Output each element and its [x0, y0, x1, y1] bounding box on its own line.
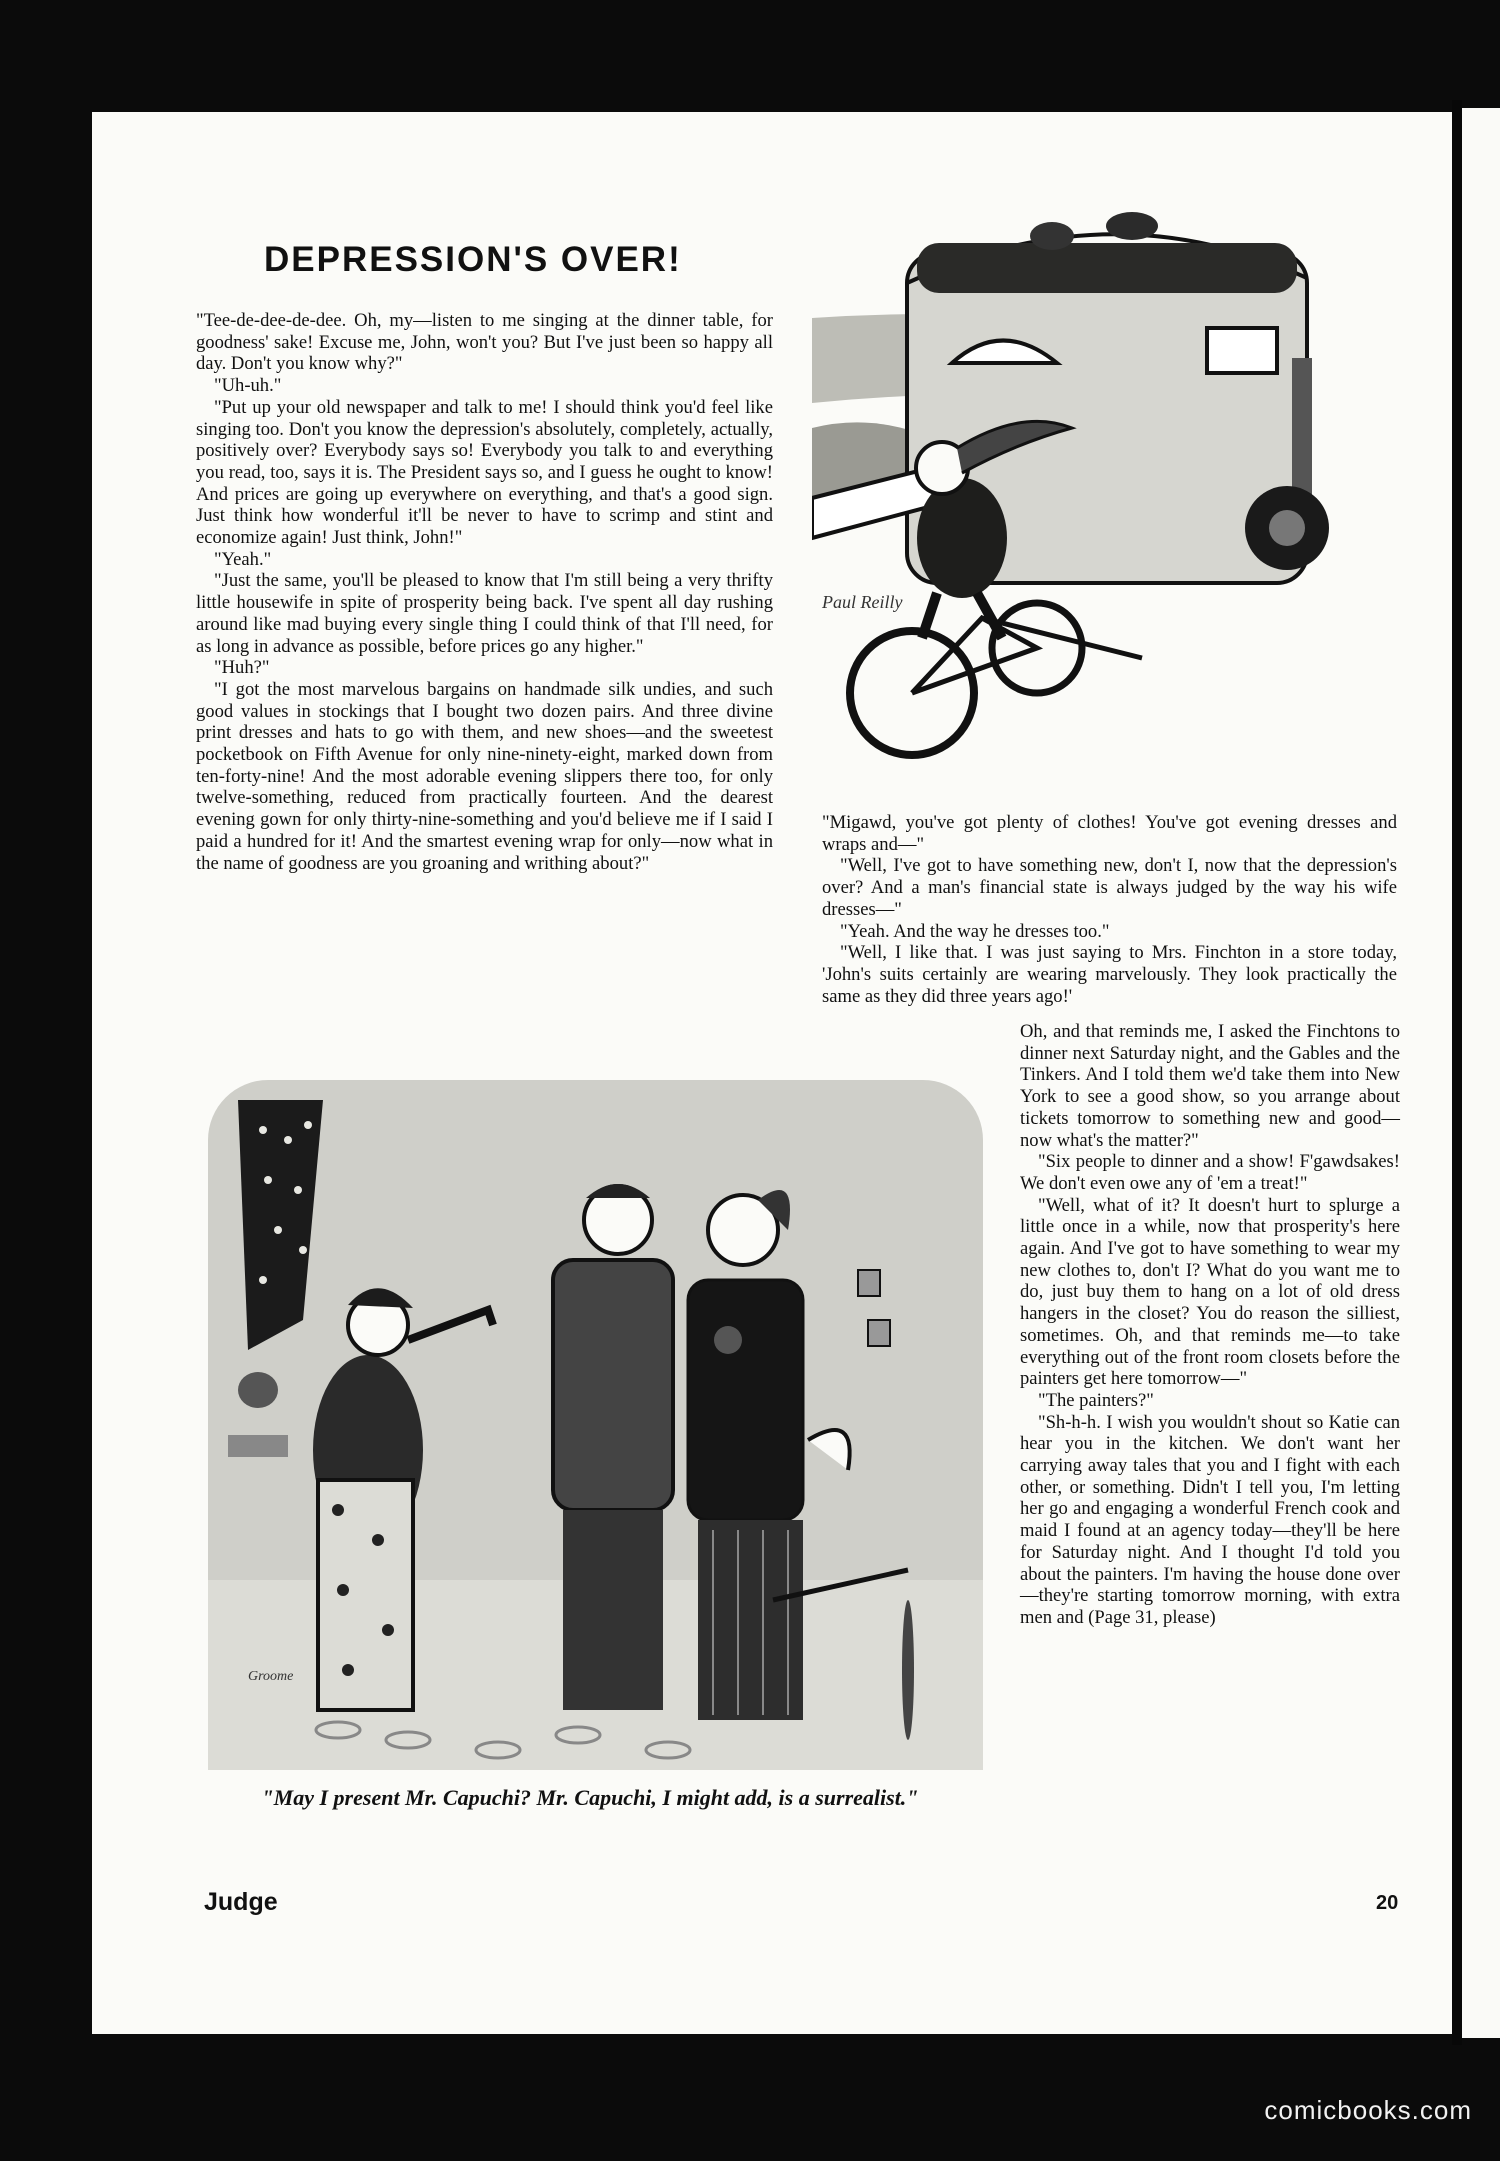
page-number: 20	[1376, 1892, 1399, 1914]
paragraph: "Well, what of it? It doesn't hurt to splurge a little once in a while, now that prosperity's here again. And I've got to have something to wear my new clothes to, don't I? What do you want me to do, just buy them to hang on a lot of old dress hangers in the closet? You do reason the silliest, sometimes. Oh, and that reminds me—to take everything out of the front room closets before the painters get here tomorrow—"	[1020, 1194, 1400, 1390]
article-column-right-top	[822, 812, 1397, 1007]
paragraph: "Uh-uh."	[214, 375, 282, 397]
cartoon-surrealist	[208, 1080, 983, 1770]
cartoon-bicycle-trailer	[812, 198, 1390, 780]
paragraph: "Just the same, you'll be pleased to know that I'm still being a very thrifty little housewife in spite of prosperity being back. I've spent all day rushing around like mad buying every single thing I could think of that I'll need, for as long in advance as possible, before prices go any higher."	[196, 570, 773, 657]
paragraph: "Yeah."	[214, 548, 272, 570]
watermark: comicbooks.com	[1264, 2095, 1472, 2125]
paragraph: "Migawd, you've got plenty of clothes! You've got evening dresses and wraps and—"	[822, 812, 1397, 855]
page-gutter	[1452, 100, 1462, 2045]
paragraph: "Huh?"	[214, 657, 270, 679]
article-title: DEPRESSION'S OVER!	[264, 240, 682, 279]
paragraph: "Well, I've got to have something new, don't I, now that the depression's over? And a man's financial state is always judged by the way his wife dresses—"	[822, 855, 1397, 920]
paragraph: Oh, and that reminds me, I asked the Finchtons to dinner next Saturday night, and the Gables and the Tinkers. And I told them we'd take them into New York to see a good show, so you arrange about tickets tomorrow to something new and good—now what's the matter?"	[1020, 1021, 1400, 1151]
cartoon-signature: Paul Reilly	[822, 592, 903, 612]
cartoon-signature: Groome	[248, 1669, 294, 1684]
paragraph: "Put up your old newspaper and talk to me! I should think you'd feel like singing too. Don't you know the depression's absolutely, completely, actually, positively over? Everybody says so! Everybody you talk to and everything you read, too, says it is. The President says so, and I guess he ought to know! And prices are going up everywhere on everything, and that's a good sign. Just think how wonderful it'll be never to have to scrimp and stint and economize again! Just think, John!"	[196, 396, 773, 549]
article-column-left	[196, 310, 773, 874]
paragraph: "Tee-de-dee-de-dee. Oh, my—listen to me singing at the dinner table, for goodness' sake! Excuse me, John, won't you? But I've just been so happy all day. Don't you know why?"	[196, 310, 773, 375]
facing-page-edge	[1462, 108, 1500, 2038]
paragraph: "Six people to dinner and a show! F'gawdsakes! We don't even owe any of 'em a treat!"	[1020, 1151, 1400, 1194]
cartoon-caption: "May I present Mr. Capuchi? Mr. Capuchi, I might add, is a surrealist."	[261, 1785, 919, 1810]
magazine-name: Judge	[204, 1888, 278, 1916]
article-column-right-bottom	[1020, 1021, 1400, 1629]
paragraph: "Well, I like that. I was just saying to Mrs. Finchton in a store today, 'John's suits certainly are wearing marvelously. They look practically the same as they did three years ago!'	[822, 942, 1397, 1007]
paragraph: "Yeah. And the way he dresses too."	[840, 920, 1110, 942]
paragraph: "Sh-h-h. I wish you wouldn't shout so Katie can hear you in the kitchen. We don't want her carrying away tales that you and I fight with each other, or something. Didn't I tell you, I'm letting her go and engaging a wonderful French cook and maid I found at an agency today—they'll be here for Saturday night. And I thought I'd told you about the painters. I'm having the house done over—they're starting tomorrow morning, with extra men and (Page 31, please)	[1020, 1411, 1400, 1628]
paragraph: "I got the most marvelous bargains on handmade silk undies, and such good values in stockings that I bought two dozen pairs. And three divine print dresses and hats to go with them, and new shoes—and the sweetest pocketbook on Fifth Avenue for only nine-ninety-eight, marked down from ten-forty-nine! And the most adorable evening slippers there too, for only twelve-something, reduced from practically fourteen. And the dearest evening gown for only thirty-nine-something and you'd believe me if I said I paid a hundred for it! And the smartest evening wrap for only—now what in the name of goodness are you groaning and writhing about?"	[196, 678, 773, 874]
paragraph: "The painters?"	[1038, 1389, 1154, 1411]
